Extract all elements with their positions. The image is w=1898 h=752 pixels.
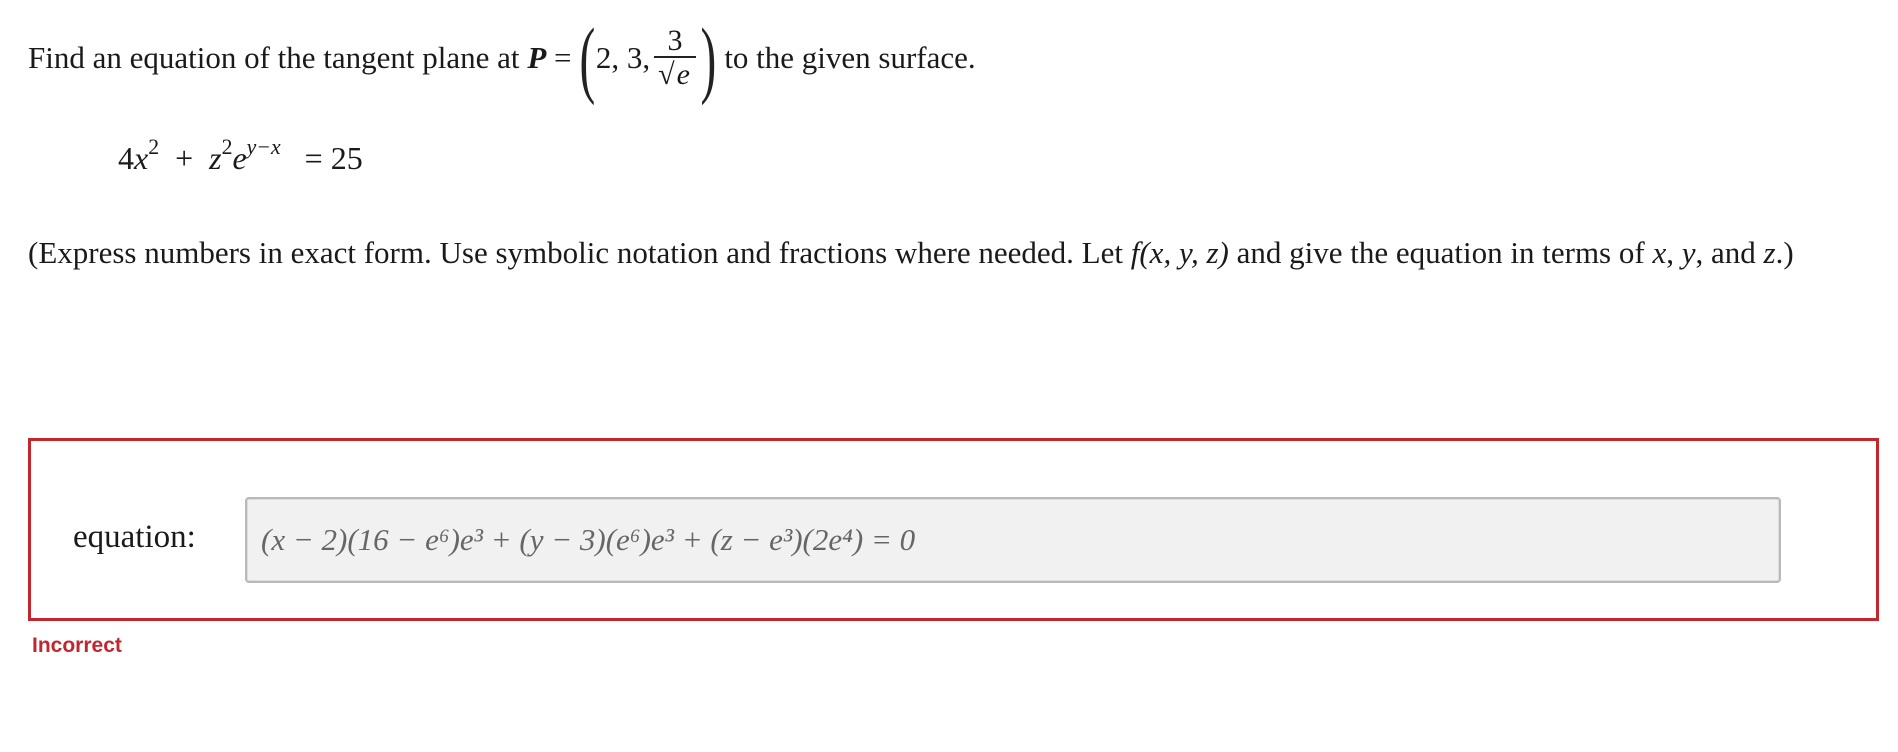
question-suffix: to the given surface. <box>724 40 976 75</box>
equation-label: equation: <box>73 519 196 555</box>
instr-part-2: and give the equation in terms of <box>1236 235 1645 270</box>
var-x: x <box>1652 235 1667 270</box>
var-z: z <box>209 140 222 176</box>
right-paren: ) <box>700 10 717 106</box>
instr-part-4: .) <box>1775 235 1794 270</box>
instr-part-1: (Express numbers in exact form. Use symbolic notation and fractions where needed. Let <box>28 235 1123 270</box>
equation-input[interactable] <box>245 497 1781 583</box>
comma: , <box>1666 235 1674 270</box>
sqrt-radicand: e <box>676 58 690 92</box>
point-z-fraction <box>654 25 696 92</box>
z-exponent: 2 <box>221 135 233 160</box>
feedback-status: Incorrect <box>32 634 122 657</box>
sqrt-symbol: √ <box>658 58 675 92</box>
plus-sign: + <box>175 140 194 176</box>
var-y: y <box>1681 235 1696 270</box>
function-notation: f(x, y, z) <box>1130 235 1229 270</box>
var-z: z <box>1763 235 1776 270</box>
instructions <box>28 226 1848 280</box>
equals-sign: = <box>554 40 572 75</box>
point-coords: 2, 3, <box>595 40 651 75</box>
equation-value: (x − 2)(16 − e⁶)e³ + (y − 3)(e⁶)e³ + (z − e³)(2e⁴) = 0 <box>261 522 916 557</box>
coef-4: 4 <box>118 140 134 176</box>
fraction-denominator <box>654 56 696 91</box>
e-exponent: y−x <box>246 135 281 160</box>
fraction-numerator: 3 <box>667 23 683 57</box>
rhs: = 25 <box>304 140 363 176</box>
question-prefix: Find an equation of the tangent plane at <box>28 40 520 75</box>
surface-equation <box>118 135 363 177</box>
question-text <box>28 10 976 106</box>
point-name: P <box>527 40 547 75</box>
left-paren: ( <box>579 10 596 106</box>
instr-part-3: , and <box>1695 235 1756 270</box>
var-x: x <box>134 140 149 176</box>
answer-panel <box>28 438 1879 621</box>
x-exponent: 2 <box>148 135 160 160</box>
var-e: e <box>232 140 247 176</box>
